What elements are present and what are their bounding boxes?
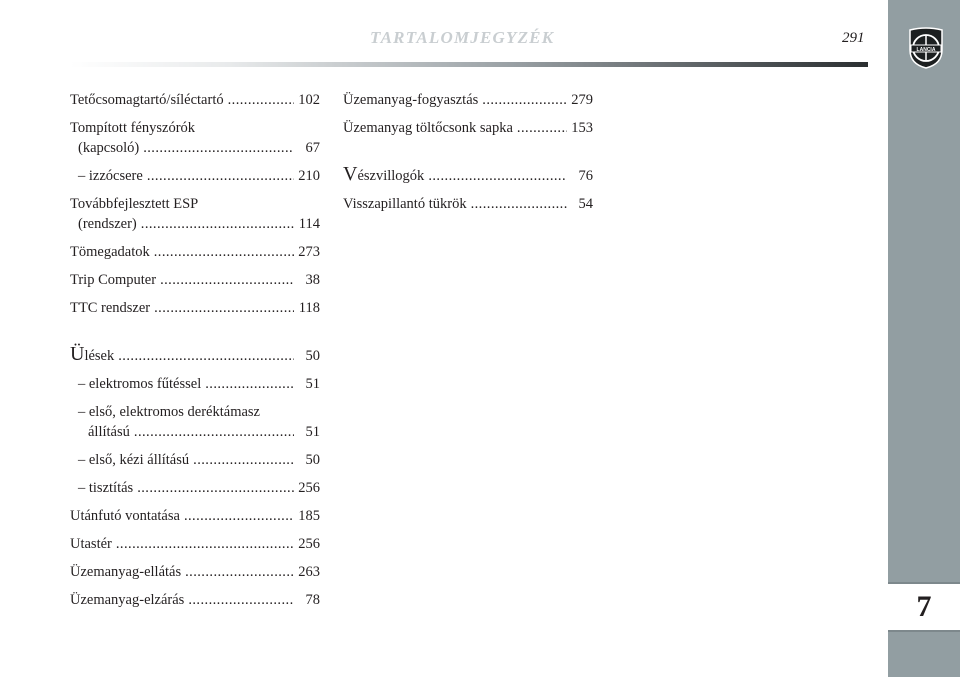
index-entry[interactable] [70,562,320,582]
index-entry[interactable] [70,270,320,290]
leader-dots [205,374,294,394]
index-entry[interactable] [70,298,320,318]
index-entry[interactable] [70,478,320,498]
index-entry[interactable] [70,506,320,526]
entry-page-number: 210 [298,168,320,184]
entry-text: – első, elektromos deréktámasz [78,404,260,420]
entry-text: – első, kézi állítású [78,452,190,468]
entry-line [70,374,320,394]
entry-text: – izzócsere [78,168,143,184]
entry-page-number: 114 [298,216,320,232]
entry-text: Utánfutó vontatása [70,508,180,524]
entry-term [78,402,260,422]
entry-page-number: 102 [298,92,320,108]
entry-line [70,562,320,582]
entry-page-number: 273 [298,244,320,260]
entry-line [70,450,320,470]
entry-line-continued [70,138,320,158]
entry-page-number: 50 [305,452,320,468]
leader-dots [517,118,567,138]
entry-line [70,402,320,422]
entry-text: Utastér [70,536,112,552]
leader-dots [471,194,567,214]
index-entry[interactable] [70,242,320,262]
index-entry[interactable] [70,374,320,394]
leader-dots [154,298,294,318]
leader-dots [428,166,567,186]
header-title: TARTALOMJEGYZÉK [370,28,555,47]
entry-line [343,90,593,110]
leader-dots [160,270,294,290]
index-entry[interactable] [343,90,593,110]
index-column-right [343,90,593,222]
entry-page-number: 78 [305,592,320,608]
chapter-tab[interactable]: 7 [888,582,960,632]
entry-page-number: 76 [578,168,593,184]
entry-page-number: 256 [298,480,320,496]
entry-term [78,166,143,186]
entry-text-continued: (rendszer) [78,216,137,232]
entry-page-number: 279 [571,92,593,108]
entry-line [70,506,320,526]
leader-dots [184,506,294,526]
entry-line [70,242,320,262]
entry-term [70,562,181,582]
header-rule [70,62,868,67]
entry-page-number: 51 [305,424,320,440]
entry-line [70,194,320,214]
entry-line [343,118,593,138]
entry-line [70,590,320,610]
entry-text: Üzemanyag töltőcsonk sapka [343,120,513,136]
entry-text: Trip Computer [70,272,157,288]
entry-text-continued: állítású [88,424,130,440]
index-entry[interactable] [70,166,320,186]
svg-text:LANCIA: LANCIA [916,46,936,53]
leader-dots [147,166,294,186]
leader-dots [137,478,294,498]
index-entry[interactable] [70,534,320,554]
entry-text-continued: (kapcsoló) [78,140,140,156]
leader-dots [228,90,294,110]
leader-dots [482,90,567,110]
leader-dots [185,562,294,582]
entry-page-number: 54 [578,196,593,212]
entry-text: – tisztítás [78,480,134,496]
index-entry[interactable] [343,118,593,138]
index-entry[interactable] [70,118,320,158]
entry-term [343,90,478,110]
entry-line [70,90,320,110]
entry-term [70,590,184,610]
entry-text: Visszapillantó tükrök [343,196,467,212]
chapter-sidebar [888,0,960,677]
index-entry[interactable] [343,164,593,186]
entry-page-number: 67 [305,140,320,156]
entry-term [70,242,150,262]
entry-page-number: 263 [298,564,320,580]
index-entry[interactable] [343,194,593,214]
entry-line-continued [70,214,320,234]
index-entry[interactable] [70,450,320,470]
entry-initial: V [343,163,358,185]
entry-line [70,534,320,554]
entry-page-number: 185 [298,508,320,524]
entry-term [78,478,133,498]
entry-line [70,344,320,366]
leader-dots [141,214,294,234]
page-number: 291 [842,30,865,46]
index-entry[interactable] [70,194,320,234]
entry-term [70,270,156,290]
entry-line [70,478,320,498]
entry-page-number: 256 [298,536,320,552]
leader-dots [134,422,294,442]
lancia-logo-icon [906,26,946,70]
entry-text: Tömegadatok [70,244,150,260]
entry-line [343,164,593,186]
entry-text: lések [84,348,115,364]
index-column-left [70,90,320,618]
leader-dots [143,138,294,158]
entry-term [70,90,224,110]
entry-text: Üzemanyag-fogyasztás [343,92,479,108]
entry-term [70,118,195,138]
entry-term [70,534,112,554]
entry-text: Továbbfejlesztett ESP [70,196,199,212]
entry-line [70,118,320,138]
leader-dots [154,242,294,262]
leader-dots [193,450,294,470]
entry-page-number: 153 [571,120,593,136]
leader-dots [118,346,294,366]
index-entry[interactable] [70,90,320,110]
entry-text: észvillogók [357,168,425,184]
leader-dots [188,590,294,610]
entry-term [78,450,189,470]
entry-line [70,270,320,290]
entry-text: Tompított fényszórók [70,120,196,136]
entry-text: Üzemanyag-elzárás [70,592,185,608]
index-entry[interactable] [70,590,320,610]
entry-term [70,344,114,366]
entry-line [70,298,320,318]
entry-page-number: 51 [305,376,320,392]
entry-term [343,164,424,186]
entry-text: Tetőcsomagtartó/síléctartó [70,92,224,108]
entry-text: – elektromos fűtéssel [78,376,202,392]
leader-dots [116,534,294,554]
entry-text: Üzemanyag-ellátás [70,564,182,580]
entry-page-number: 118 [298,300,320,316]
index-entry[interactable] [70,402,320,442]
entry-initial: Ü [70,343,85,365]
entry-line [343,194,593,214]
entry-line-continued [70,422,320,442]
entry-term [343,118,513,138]
entry-text: TTC rendszer [70,300,151,316]
entry-page-number: 50 [305,348,320,364]
entry-term [70,298,150,318]
entry-term [70,506,180,526]
entry-line [70,166,320,186]
entry-term [70,194,198,214]
entry-term [343,194,467,214]
index-entry[interactable] [70,344,320,366]
entry-term [78,374,201,394]
entry-page-number: 38 [305,272,320,288]
